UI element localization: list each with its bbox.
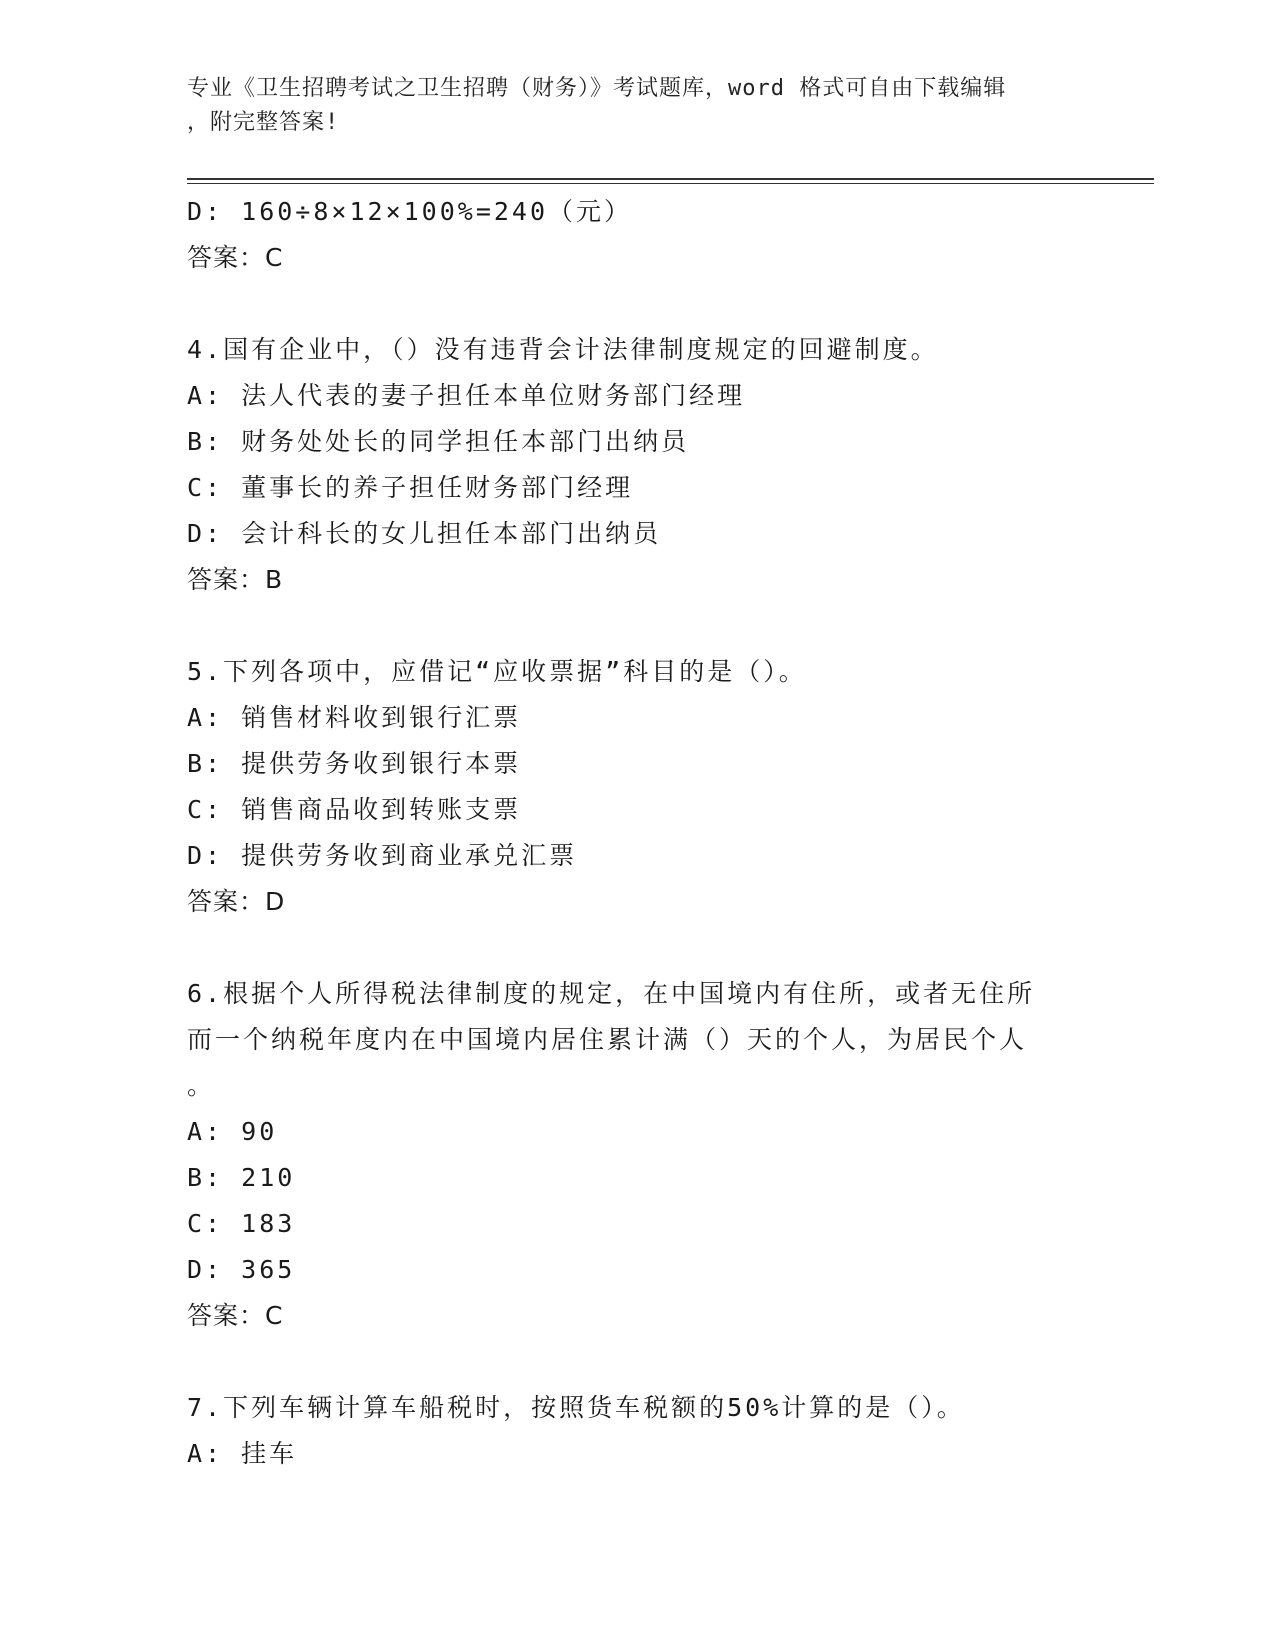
header-divider-thin	[187, 183, 1154, 184]
option-c: C: 183	[187, 1209, 296, 1238]
spacer	[187, 603, 1087, 649]
prev-answer: 答案：C	[187, 243, 284, 272]
question-stem-line-2: 而一个纳税年度内在中国境内居住累计满（）天的个人，为居民个人	[187, 1025, 1028, 1054]
answer: 答案：C	[187, 1301, 284, 1330]
option-a: A: 法人代表的妻子担任本单位财务部门经理	[187, 381, 746, 410]
option-b: B: 提供劳务收到银行本票	[187, 749, 522, 778]
option-c: C: 董事长的养子担任财务部门经理	[187, 473, 634, 502]
spacer	[187, 281, 1087, 327]
header-line-1: 专业《卫生招聘考试之卫生招聘（财务）》考试题库，word 格式可自由下载编辑	[187, 76, 1007, 101]
question-stem-line-3: 。	[187, 1071, 216, 1100]
question-4	[187, 327, 1087, 603]
option-b: B: 财务处处长的同学担任本部门出纳员	[187, 427, 690, 456]
option-d: D: 365	[187, 1255, 296, 1284]
question-stem: 7.下列车辆计算车船税时，按照货车税额的50%计算的是（）。	[187, 1393, 965, 1422]
header-line-2: ，附完整答案!	[187, 110, 340, 135]
question-stem-line-1: 6.根据个人所得税法律制度的规定，在中国境内有住所，或者无住所	[187, 979, 1036, 1008]
prev-option-d: D: 160÷8×12×100%=240（元）	[187, 197, 633, 226]
spacer	[187, 925, 1087, 971]
option-d: D: 提供劳务收到商业承兑汇票	[187, 841, 578, 870]
option-a: A: 销售材料收到银行汇票	[187, 703, 522, 732]
spacer	[187, 1339, 1087, 1385]
question-5	[187, 649, 1087, 925]
document-header	[187, 72, 1087, 140]
question-stem: 4.国有企业中，（）没有违背会计法律制度规定的回避制度。	[187, 335, 939, 364]
option-c: C: 销售商品收到转账支票	[187, 795, 522, 824]
answer: 答案：D	[187, 887, 286, 916]
document-body	[187, 189, 1087, 1477]
question-stem: 5.下列各项中，应借记“应收票据”科目的是（）。	[187, 657, 807, 686]
question-7	[187, 1385, 1087, 1477]
option-b: B: 210	[187, 1163, 296, 1192]
question-6	[187, 971, 1087, 1339]
option-a: A: 90	[187, 1117, 278, 1146]
header-divider-thick	[187, 178, 1154, 180]
option-a: A: 挂车	[187, 1439, 298, 1468]
option-d: D: 会计科长的女儿担任本部门出纳员	[187, 519, 662, 548]
answer: 答案：B	[187, 565, 284, 594]
